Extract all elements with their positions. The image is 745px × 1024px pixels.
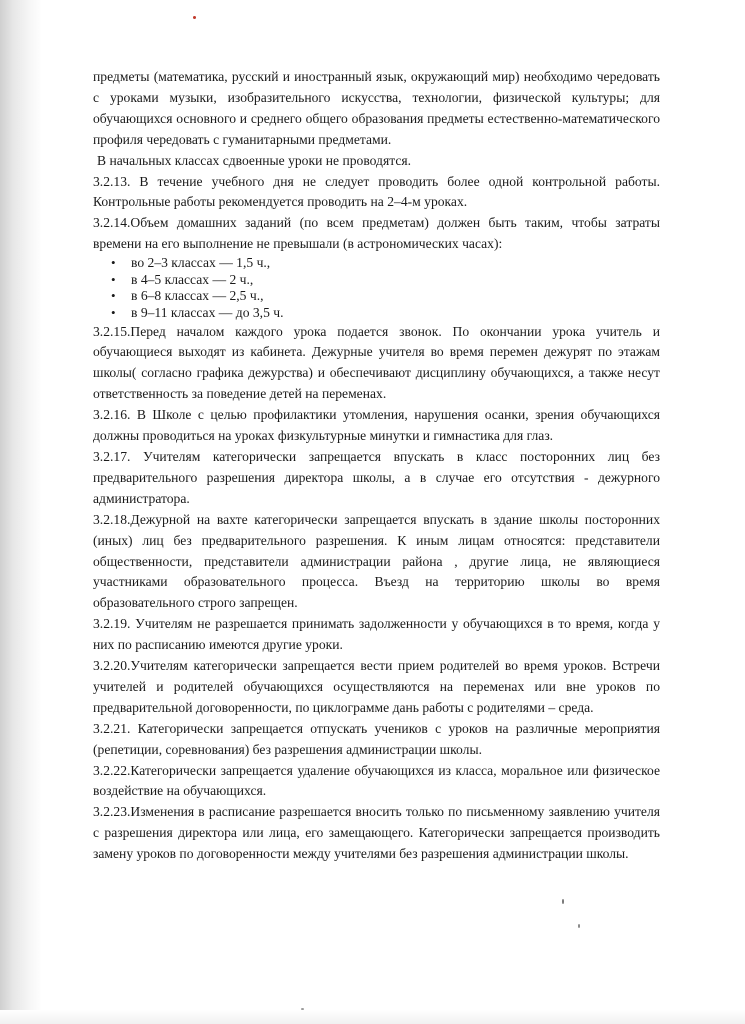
paragraph-3-2-22: 3.2.22.Категорически запрещается удаление обучающихся из класса, моральное или физическое воздействие на обучающихся. (93, 762, 660, 799)
paragraph-subjects-alternation: предметы (математика, русский и иностранный язык, окружающий мир) необходимо чередовать с уроками музыки, изобразительного искусства, технологии, физической культуры; для обучающихся основного и среднего общего образования предметы естественно-математического профиля чередовать с гуманитарными предметами. (93, 69, 660, 147)
bullet-icon: • (111, 304, 116, 320)
paragraph-3-2-17: 3.2.17. Учителям категорически запрещается впускать в класс посторонних лиц без предварительного разрешения директора школы, а в случае его отсутствия - дежурного администратора. (93, 448, 660, 506)
list-item (111, 288, 660, 305)
list-item-text: во 2–3 классах — 1,5 ч., (131, 255, 271, 271)
paragraph-3-2-21: 3.2.21. Категорически запрещается отпускать учеников с уроков на различные мероприятия (репетиции, соревнования) без разрешения администрации школы. (93, 720, 660, 757)
scan-shadow-bottom (0, 1010, 745, 1024)
scan-speck (301, 1008, 304, 1010)
list-item-text: в 6–8 классах — 2,5 ч., (131, 288, 264, 304)
paragraph-3-2-19: 3.2.19. Учителям не разрешается принимать задолженности у обучающихся в то время, когда у них по расписанию имеются другие уроки. (93, 616, 660, 653)
bullet-icon: • (111, 255, 116, 271)
scan-speck (578, 924, 580, 928)
bullet-icon: • (111, 271, 116, 287)
paragraph-3-2-20: 3.2.20.Учителям категорически запрещается вести прием родителей во время уроков. Встречи учителей и родителей обучающихся осуществляются на переменах или вне уроков по предварительной договоренности, по циклограмме дань работы с родителями – среда. (93, 658, 660, 715)
paragraph-3-2-13: 3.2.13. В течение учебного дня не следует проводить более одной контрольной работы. Контрольные работы рекомендуется проводить на 2–4-м уроках. (93, 173, 660, 210)
paragraph-3-2-18: 3.2.18.Дежурной на вахте категорически запрещается впускать в здание школы посторонних (иных) лиц без предварительного разрешения. К иным лицам относятся: представители общественности, представители администрации района , другие лица, не являющиеся участниками образовательного процесса. Въезд на территорию школы во время образовательного строго запрещен. (93, 511, 660, 611)
list-item-text: в 4–5 классах — 2 ч., (131, 271, 254, 287)
scan-speck (193, 16, 196, 19)
paragraph-3-2-15: 3.2.15.Перед началом каждого урока подается звонок. По окончании урока учитель и обучающиеся выходят из кабинета. Дежурные учителя во время перемен дежурят по этажам школы( согласно графика дежурства) и обеспечивают дисциплину обучающихся, а также несут ответственность за поведение детей на переменах. (93, 323, 660, 402)
document-page (93, 67, 660, 865)
scan-speck (562, 899, 564, 904)
bullet-icon: • (111, 288, 116, 304)
homework-time-list (93, 255, 660, 321)
paragraph-3-2-14: 3.2.14.Объем домашних заданий (по всем предметам) должен быть таким, чтобы затраты времени на его выполнение не превышали (в астрономических часах): (93, 215, 660, 252)
list-item (111, 304, 660, 322)
paragraph-double-lessons: В начальных классах сдвоенные уроки не проводятся. (97, 152, 412, 168)
paragraph-3-2-16: 3.2.16. В Школе с целью профилактики утомления, нарушения осанки, зрения обучающихся должны проводиться на уроках физкультурные минутки и гимнастика для глаз. (93, 407, 660, 444)
scan-shadow-edge (0, 0, 42, 1024)
paragraph-3-2-23: 3.2.23.Изменения в расписание разрешается вносить только по письменному заявлению учителя с разрешения директора или лица, его замещающего. Категорически запрещается производить замену уроков по договоренности между учителями без разрешения администрации школы. (93, 804, 660, 862)
list-item (111, 271, 660, 289)
list-item-text: в 9–11 классах — до 3,5 ч. (131, 304, 284, 320)
list-item (111, 255, 660, 272)
